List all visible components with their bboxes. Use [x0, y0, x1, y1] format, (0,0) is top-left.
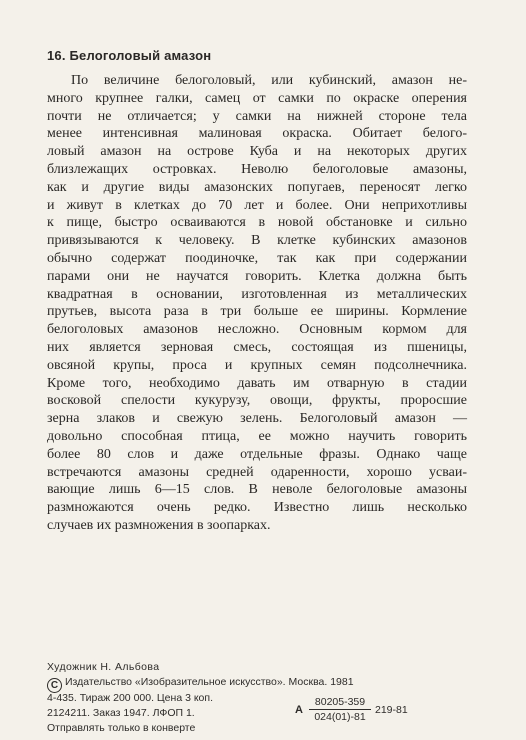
text-line: случаев их размножения в зоопарках.	[47, 517, 271, 533]
text-line: белоголовых амазонов несложно. Основным кормом для	[47, 322, 467, 338]
order-line: 2124211. Заказ 1947. ЛФОП 1.	[47, 707, 195, 719]
text-line: парами они не научатся говорить. Клетка должна быть	[47, 268, 467, 284]
send-instruction: Отправлять только в конверте	[47, 722, 196, 734]
text-line: прутьев, высота раза в три больше ее ширины. Кормление	[47, 304, 467, 320]
text-line: менее интенсивная малиновая окраска. Обитает белого-	[47, 126, 467, 142]
text-line: восковой спелости кукурузу, овощи, фрукты, проросшие	[47, 393, 467, 409]
index-letter: А	[295, 704, 303, 716]
index-code: 219-81	[375, 704, 408, 716]
text-line: обычно содержат поодиночке, так как при содержании	[47, 250, 467, 266]
publisher-text: Издательство «Изобразительное искусство». Москва. 1981	[65, 676, 354, 688]
text-line: и живут в клетках до 70 лет и более. Они неприхотливы	[47, 197, 467, 213]
text-line: них является зерновая смесь, состоящая из пшеницы,	[47, 339, 467, 355]
text-line: зерна злаков и свежую зелень. Белоголовый амазон —	[47, 411, 467, 427]
text-line: квадратная в основании, изготовленная из металлических	[47, 286, 467, 302]
text-line: вающие лишь 6—15 слов. В неволе белоголовые амазоны	[47, 482, 467, 498]
text-line: много крупнее галки, самец от самки по окраске оперения	[47, 90, 467, 106]
text-line: привязываются к человеку. В клетке кубинских амазонов	[47, 233, 467, 249]
text-line: овсяной крупы, проса и крупных семян подсолнечника.	[47, 357, 467, 373]
text-line: Кроме того, необходимо давать им отварную в стадии	[47, 375, 467, 391]
article-title: 16. Белоголовый амазон	[47, 48, 212, 63]
artist-credit: Художник Н. Альбова	[47, 661, 160, 673]
text-line: ловый амазон на острове Куба и на некоторых других	[47, 144, 467, 160]
text-line: как и другие виды амазонских попугаев, переносят легко	[47, 179, 467, 195]
index-denominator: 024(01)-81	[314, 711, 366, 723]
index-fraction	[309, 695, 371, 724]
print-run-line: 4-435. Тираж 200 000. Цена 3 коп.	[47, 692, 213, 704]
copyright-circle-icon: С	[47, 678, 62, 693]
text-line: довольно способная птица, ее можно научить говорить	[47, 428, 467, 444]
text-line: почти не отличается; у самки на нижней стороне тела	[47, 108, 467, 124]
text-line: размножаются очень редко. Известно лишь несколько	[47, 500, 467, 516]
text-line: более 80 слов и даже отдельные фразы. Однако чаще	[47, 446, 467, 462]
text-line: встречаются амазоны средней одаренности, хорошо усваи-	[47, 464, 467, 480]
article-body	[47, 72, 467, 535]
text-line: к пище, быстро осваиваются в новой обстановке и сильно	[47, 215, 467, 231]
text-line: По величине белоголовый, или кубинский, амазон не-	[71, 73, 467, 88]
text-line: близлежащих островках. Неволю белоголовые амазоны,	[47, 161, 467, 177]
index-numerator: 80205-359	[309, 695, 371, 710]
